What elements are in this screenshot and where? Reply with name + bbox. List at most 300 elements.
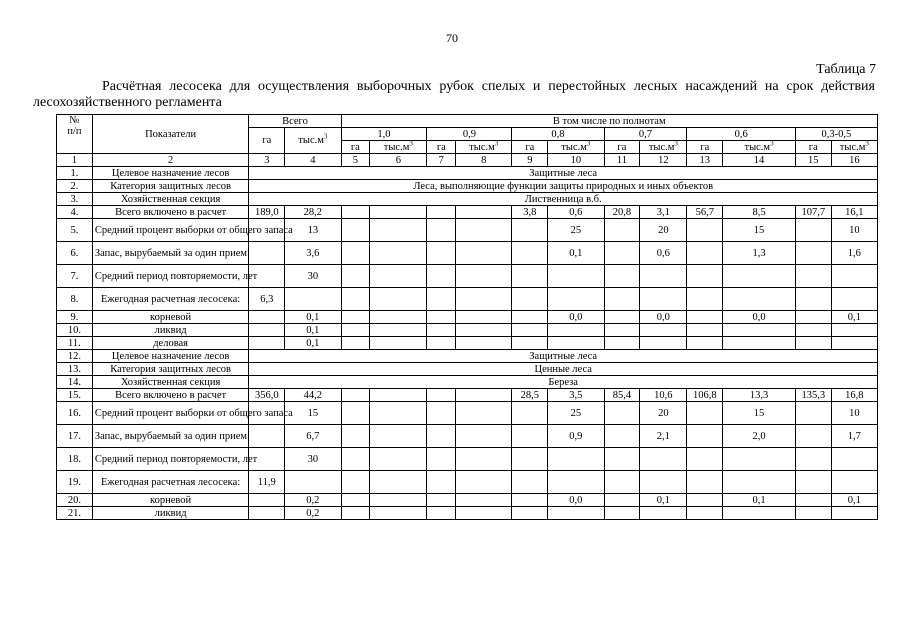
header-tys-2: [548, 141, 604, 154]
row-indicator: Хозяйственная секция: [92, 193, 249, 206]
cell-col-7: [427, 425, 456, 448]
cell-col-8: [456, 288, 512, 311]
column-number-4: 4: [285, 154, 341, 167]
cell-col-4: 0,1: [285, 324, 341, 337]
column-number-row: [57, 154, 878, 167]
cell-col-14: [723, 337, 796, 350]
cell-col-15: [795, 425, 831, 448]
cell-col-13: [687, 471, 723, 494]
cell-col-16: [831, 471, 877, 494]
table-row: [57, 288, 878, 311]
header-density-3: 0,7: [604, 128, 687, 141]
table-row: [57, 219, 878, 242]
row-number: 2.: [57, 180, 93, 193]
cell-col-13: [687, 402, 723, 425]
cell-col-5: [341, 265, 370, 288]
table-label: Таблица 7: [816, 62, 876, 77]
row-number: 7.: [57, 265, 93, 288]
row-number: 18.: [57, 448, 93, 471]
cell-col-8: [456, 425, 512, 448]
column-number-7: 7: [427, 154, 456, 167]
cell-col-6: [370, 219, 427, 242]
cell-col-9: [512, 337, 548, 350]
row-number: 12.: [57, 350, 93, 363]
cell-col-5: [341, 448, 370, 471]
cell-col-8: [456, 242, 512, 265]
cell-col-16: 10: [831, 402, 877, 425]
cell-col-8: [456, 494, 512, 507]
row-number: 14.: [57, 376, 93, 389]
cell-col-10: 0,0: [548, 311, 604, 324]
cell-col-12: 20: [640, 402, 687, 425]
cell-col-14: 1,3: [723, 242, 796, 265]
cell-col-4: 15: [285, 402, 341, 425]
cell-col-10: [548, 507, 604, 520]
header-density-0: 1,0: [341, 128, 427, 141]
cell-col-8: [456, 337, 512, 350]
cell-col-14: 8,5: [723, 206, 796, 219]
row-indicator: Средний период повторяемости, лет: [92, 448, 249, 471]
unit-label: тыс.м: [383, 141, 410, 153]
unit-superscript: 3: [409, 139, 413, 147]
row-number: 13.: [57, 363, 93, 376]
column-number-6: 6: [370, 154, 427, 167]
cell-col-10: 0,0: [548, 494, 604, 507]
cell-col-15: [795, 471, 831, 494]
unit-label: тыс.м: [298, 135, 324, 146]
header-number: [57, 115, 93, 154]
cell-col-10: [548, 265, 604, 288]
table-row: [57, 350, 878, 363]
header-indicator: Показатели: [92, 115, 249, 154]
cell-col-12: 20: [640, 219, 687, 242]
row-indicator: Средний период повторяемости, лет: [92, 265, 249, 288]
cell-col-11: [604, 494, 640, 507]
cell-col-16: 10: [831, 219, 877, 242]
cell-col-14: 0,0: [723, 311, 796, 324]
cell-col-5: [341, 507, 370, 520]
cell-col-9: [512, 311, 548, 324]
cell-col-16: [831, 324, 877, 337]
cell-col-6: [370, 471, 427, 494]
cell-col-15: [795, 337, 831, 350]
cell-col-13: 106,8: [687, 389, 723, 402]
cell-col-14: [723, 448, 796, 471]
cell-col-5: [341, 324, 370, 337]
cell-col-7: [427, 219, 456, 242]
cell-col-13: [687, 219, 723, 242]
cell-col-12: 0,1: [640, 494, 687, 507]
cell-col-9: [512, 242, 548, 265]
cell-col-8: [456, 448, 512, 471]
header-total-ga: га: [249, 128, 285, 154]
cell-col-15: [795, 219, 831, 242]
cell-col-7: [427, 242, 456, 265]
cell-col-7: [427, 311, 456, 324]
row-indicator: Категория защитных лесов: [92, 363, 249, 376]
cell-col-9: [512, 494, 548, 507]
cell-col-12: 3,1: [640, 206, 687, 219]
cell-col-13: [687, 494, 723, 507]
cell-col-8: [456, 389, 512, 402]
cell-col-7: [427, 471, 456, 494]
cell-col-8: [456, 265, 512, 288]
cell-col-14: 13,3: [723, 389, 796, 402]
cell-col-14: [723, 471, 796, 494]
header-density-4: 0,6: [687, 128, 795, 141]
cell-col-3: 11,9: [249, 471, 285, 494]
cell-col-15: [795, 265, 831, 288]
row-number: 5.: [57, 219, 93, 242]
header-density-2: 0,8: [512, 128, 604, 141]
cell-col-5: [341, 494, 370, 507]
cell-col-6: [370, 265, 427, 288]
cell-col-10: 0,6: [548, 206, 604, 219]
unit-label: тыс.м: [648, 141, 675, 153]
table-row: [57, 376, 878, 389]
table-row: [57, 193, 878, 206]
row-indicator: Всего включено в расчет: [92, 389, 249, 402]
cell-col-4: [285, 288, 341, 311]
cell-col-5: [341, 242, 370, 265]
cell-col-9: 28,5: [512, 389, 548, 402]
cell-col-5: [341, 219, 370, 242]
unit-superscript: 3: [586, 139, 591, 147]
cell-col-11: [604, 242, 640, 265]
row-number: 4.: [57, 206, 93, 219]
cell-col-13: [687, 324, 723, 337]
row-indicator: ликвид: [92, 507, 249, 520]
cell-col-13: [687, 288, 723, 311]
row-indicator: Категория защитных лесов: [92, 180, 249, 193]
column-number-10: 10: [548, 154, 604, 167]
table-row: [57, 389, 878, 402]
cell-col-14: 2,0: [723, 425, 796, 448]
cell-col-16: [831, 265, 877, 288]
cell-col-9: [512, 402, 548, 425]
cell-col-16: [831, 337, 877, 350]
table-row: [57, 167, 878, 180]
row-span-value: Береза: [249, 376, 878, 389]
table-row: [57, 311, 878, 324]
cell-col-11: [604, 311, 640, 324]
row-indicator: Запас, вырубаемый за один прием: [92, 425, 249, 448]
header-number-line1: №: [69, 115, 80, 126]
cell-col-9: [512, 448, 548, 471]
cell-col-7: [427, 337, 456, 350]
row-number: 16.: [57, 402, 93, 425]
cell-col-11: [604, 425, 640, 448]
cell-col-8: [456, 324, 512, 337]
cell-col-9: [512, 219, 548, 242]
header-incl: В том числе по полнотам: [341, 115, 878, 128]
cell-col-6: [370, 494, 427, 507]
cell-col-6: [370, 425, 427, 448]
row-indicator: Средний процент выборки от общего запаса: [92, 402, 249, 425]
cell-col-5: [341, 337, 370, 350]
header-number-line2: п/п: [67, 126, 82, 137]
row-indicator: Ежегодная расчетная лесосека:: [92, 471, 249, 494]
cell-col-16: 0,1: [831, 494, 877, 507]
cell-col-15: [795, 494, 831, 507]
column-number-9: 9: [512, 154, 548, 167]
header-row-1: [57, 115, 878, 128]
header-ga-3: га: [604, 141, 640, 154]
cell-col-13: [687, 448, 723, 471]
cell-col-11: [604, 448, 640, 471]
cell-col-12: [640, 324, 687, 337]
cell-col-11: [604, 471, 640, 494]
cell-col-10: 25: [548, 402, 604, 425]
cell-col-3: [249, 337, 285, 350]
column-number-3: 3: [249, 154, 285, 167]
cell-col-6: [370, 389, 427, 402]
row-span-value: Защитные леса: [249, 350, 878, 363]
cell-col-11: [604, 288, 640, 311]
cell-col-3: 6,3: [249, 288, 285, 311]
cell-col-15: [795, 448, 831, 471]
cell-col-3: [249, 425, 285, 448]
cell-col-7: [427, 265, 456, 288]
cell-col-12: [640, 448, 687, 471]
cell-col-13: [687, 242, 723, 265]
row-indicator: Целевое назначение лесов: [92, 167, 249, 180]
cell-col-4: 6,7: [285, 425, 341, 448]
row-number: 1.: [57, 167, 93, 180]
header-ga-2: га: [512, 141, 548, 154]
header-density-5: 0,3-0,5: [795, 128, 877, 141]
row-span-value: Лиственница в.б.: [249, 193, 878, 206]
cell-col-16: [831, 288, 877, 311]
header-ga-1: га: [427, 141, 456, 154]
cell-col-7: [427, 288, 456, 311]
row-indicator: Хозяйственная секция: [92, 376, 249, 389]
row-number: 11.: [57, 337, 93, 350]
cell-col-15: 107,7: [795, 206, 831, 219]
cell-col-16: 1,6: [831, 242, 877, 265]
row-indicator: корневой: [92, 311, 249, 324]
cell-col-7: [427, 402, 456, 425]
row-number: 8.: [57, 288, 93, 311]
cell-col-16: 0,1: [831, 311, 877, 324]
cell-col-10: 0,1: [548, 242, 604, 265]
header-total-tys: [285, 128, 341, 154]
table-row: [57, 425, 878, 448]
row-number: 19.: [57, 471, 93, 494]
unit-label: тыс.м: [469, 141, 495, 153]
cell-col-8: [456, 311, 512, 324]
unit-superscript: 3: [323, 132, 328, 141]
cell-col-7: [427, 324, 456, 337]
table-row: [57, 324, 878, 337]
cell-col-8: [456, 507, 512, 520]
cell-col-4: [285, 471, 341, 494]
cell-col-5: [341, 471, 370, 494]
row-indicator: деловая: [92, 337, 249, 350]
cell-col-12: 0,0: [640, 311, 687, 324]
cell-col-5: [341, 288, 370, 311]
cell-col-9: [512, 425, 548, 448]
row-indicator: Ежегодная расчетная лесосека:: [92, 288, 249, 311]
cell-col-7: [427, 507, 456, 520]
row-number: 6.: [57, 242, 93, 265]
column-number-15: 15: [795, 154, 831, 167]
cell-col-5: [341, 389, 370, 402]
table-row: [57, 337, 878, 350]
column-number-13: 13: [687, 154, 723, 167]
row-indicator: корневой: [92, 494, 249, 507]
cell-col-6: [370, 288, 427, 311]
cell-col-9: 3,8: [512, 206, 548, 219]
cell-col-10: [548, 471, 604, 494]
table-row: [57, 494, 878, 507]
cell-col-12: [640, 471, 687, 494]
cell-col-6: [370, 507, 427, 520]
cell-col-6: [370, 311, 427, 324]
cell-col-15: [795, 242, 831, 265]
cell-col-4: 13: [285, 219, 341, 242]
cell-col-13: [687, 507, 723, 520]
cell-col-4: 0,1: [285, 337, 341, 350]
cell-col-3: [249, 324, 285, 337]
table-row: [57, 507, 878, 520]
cell-col-5: [341, 425, 370, 448]
cell-col-7: [427, 389, 456, 402]
page-number: 70: [446, 31, 458, 45]
cell-col-15: [795, 507, 831, 520]
cell-col-7: [427, 494, 456, 507]
cell-col-11: [604, 507, 640, 520]
column-number-8: 8: [456, 154, 512, 167]
cell-col-3: 189,0: [249, 206, 285, 219]
cell-col-4: 30: [285, 265, 341, 288]
cell-col-16: [831, 448, 877, 471]
unit-superscript: 3: [770, 139, 774, 147]
row-span-value: Леса, выполняющие функции защиты природных и иных объектов: [249, 180, 878, 193]
cell-col-6: [370, 206, 427, 219]
cell-col-9: [512, 324, 548, 337]
cell-col-10: [548, 288, 604, 311]
cell-col-10: [548, 324, 604, 337]
cell-col-14: 15: [723, 219, 796, 242]
row-number: 9.: [57, 311, 93, 324]
header-ga-0: га: [341, 141, 370, 154]
row-indicator: Запас, вырубаемый за один прием: [92, 242, 249, 265]
cell-col-12: [640, 507, 687, 520]
header-tys-0: [370, 141, 427, 154]
cell-col-12: [640, 337, 687, 350]
unit-label: тыс.м: [744, 141, 771, 153]
table-row: [57, 471, 878, 494]
cell-col-11: [604, 337, 640, 350]
cell-col-9: [512, 507, 548, 520]
cell-col-3: [249, 507, 285, 520]
unit-label: тыс.м: [839, 141, 866, 153]
cell-col-4: 30: [285, 448, 341, 471]
cell-col-4: 3,6: [285, 242, 341, 265]
table-row: [57, 242, 878, 265]
cell-col-8: [456, 206, 512, 219]
cell-col-4: 28,2: [285, 206, 341, 219]
table-title: Расчётная лесосека для осуществления выборочных рубок спелых и перестойных лесных насаждений на срок действия лесохозяйственного регламента: [33, 79, 875, 110]
row-indicator: Всего включено в расчет: [92, 206, 249, 219]
row-span-value: Защитные леса: [249, 167, 878, 180]
cell-col-4: 0,2: [285, 494, 341, 507]
cell-col-11: [604, 402, 640, 425]
row-number: 3.: [57, 193, 93, 206]
cell-col-9: [512, 471, 548, 494]
cell-col-16: [831, 507, 877, 520]
cell-col-15: [795, 324, 831, 337]
cell-col-14: 15: [723, 402, 796, 425]
column-number-5: 5: [341, 154, 370, 167]
column-number-16: 16: [831, 154, 877, 167]
header-ga-5: га: [795, 141, 831, 154]
table-row: [57, 363, 878, 376]
row-number: 10.: [57, 324, 93, 337]
cell-col-16: 1,7: [831, 425, 877, 448]
cell-col-7: [427, 206, 456, 219]
column-number-14: 14: [723, 154, 796, 167]
cell-col-6: [370, 337, 427, 350]
cell-col-8: [456, 402, 512, 425]
header-ga-4: га: [687, 141, 723, 154]
cell-col-13: [687, 265, 723, 288]
cell-col-10: [548, 337, 604, 350]
cell-col-8: [456, 471, 512, 494]
cell-col-16: 16,1: [831, 206, 877, 219]
cell-col-11: [604, 324, 640, 337]
cell-col-10: 25: [548, 219, 604, 242]
cell-col-6: [370, 402, 427, 425]
cell-col-3: [249, 494, 285, 507]
cell-col-9: [512, 288, 548, 311]
cell-col-3: [249, 242, 285, 265]
table-row: [57, 180, 878, 193]
table-row: [57, 402, 878, 425]
cell-col-15: [795, 288, 831, 311]
row-indicator: ликвид: [92, 324, 249, 337]
table-row: [57, 265, 878, 288]
cell-col-16: 16,8: [831, 389, 877, 402]
forest-cut-table: [56, 114, 878, 520]
cell-col-12: 2,1: [640, 425, 687, 448]
cell-col-15: 135,3: [795, 389, 831, 402]
column-number-1: 1: [57, 154, 93, 167]
cell-col-12: 10,6: [640, 389, 687, 402]
header-tys-5: [831, 141, 877, 154]
row-number: 15.: [57, 389, 93, 402]
cell-col-5: [341, 206, 370, 219]
cell-col-10: 0,9: [548, 425, 604, 448]
column-number-11: 11: [604, 154, 640, 167]
cell-col-15: [795, 402, 831, 425]
unit-superscript: 3: [865, 139, 869, 147]
unit-superscript: 3: [674, 139, 678, 147]
cell-col-8: [456, 219, 512, 242]
cell-col-13: [687, 425, 723, 448]
cell-col-14: 0,1: [723, 494, 796, 507]
header-tys-1: [456, 141, 512, 154]
cell-col-4: 0,2: [285, 507, 341, 520]
column-number-2: 2: [92, 154, 249, 167]
unit-label: тыс.м: [561, 141, 587, 153]
header-total: Всего: [249, 115, 341, 128]
cell-col-14: [723, 265, 796, 288]
cell-col-7: [427, 448, 456, 471]
cell-col-13: 56,7: [687, 206, 723, 219]
cell-col-14: [723, 288, 796, 311]
